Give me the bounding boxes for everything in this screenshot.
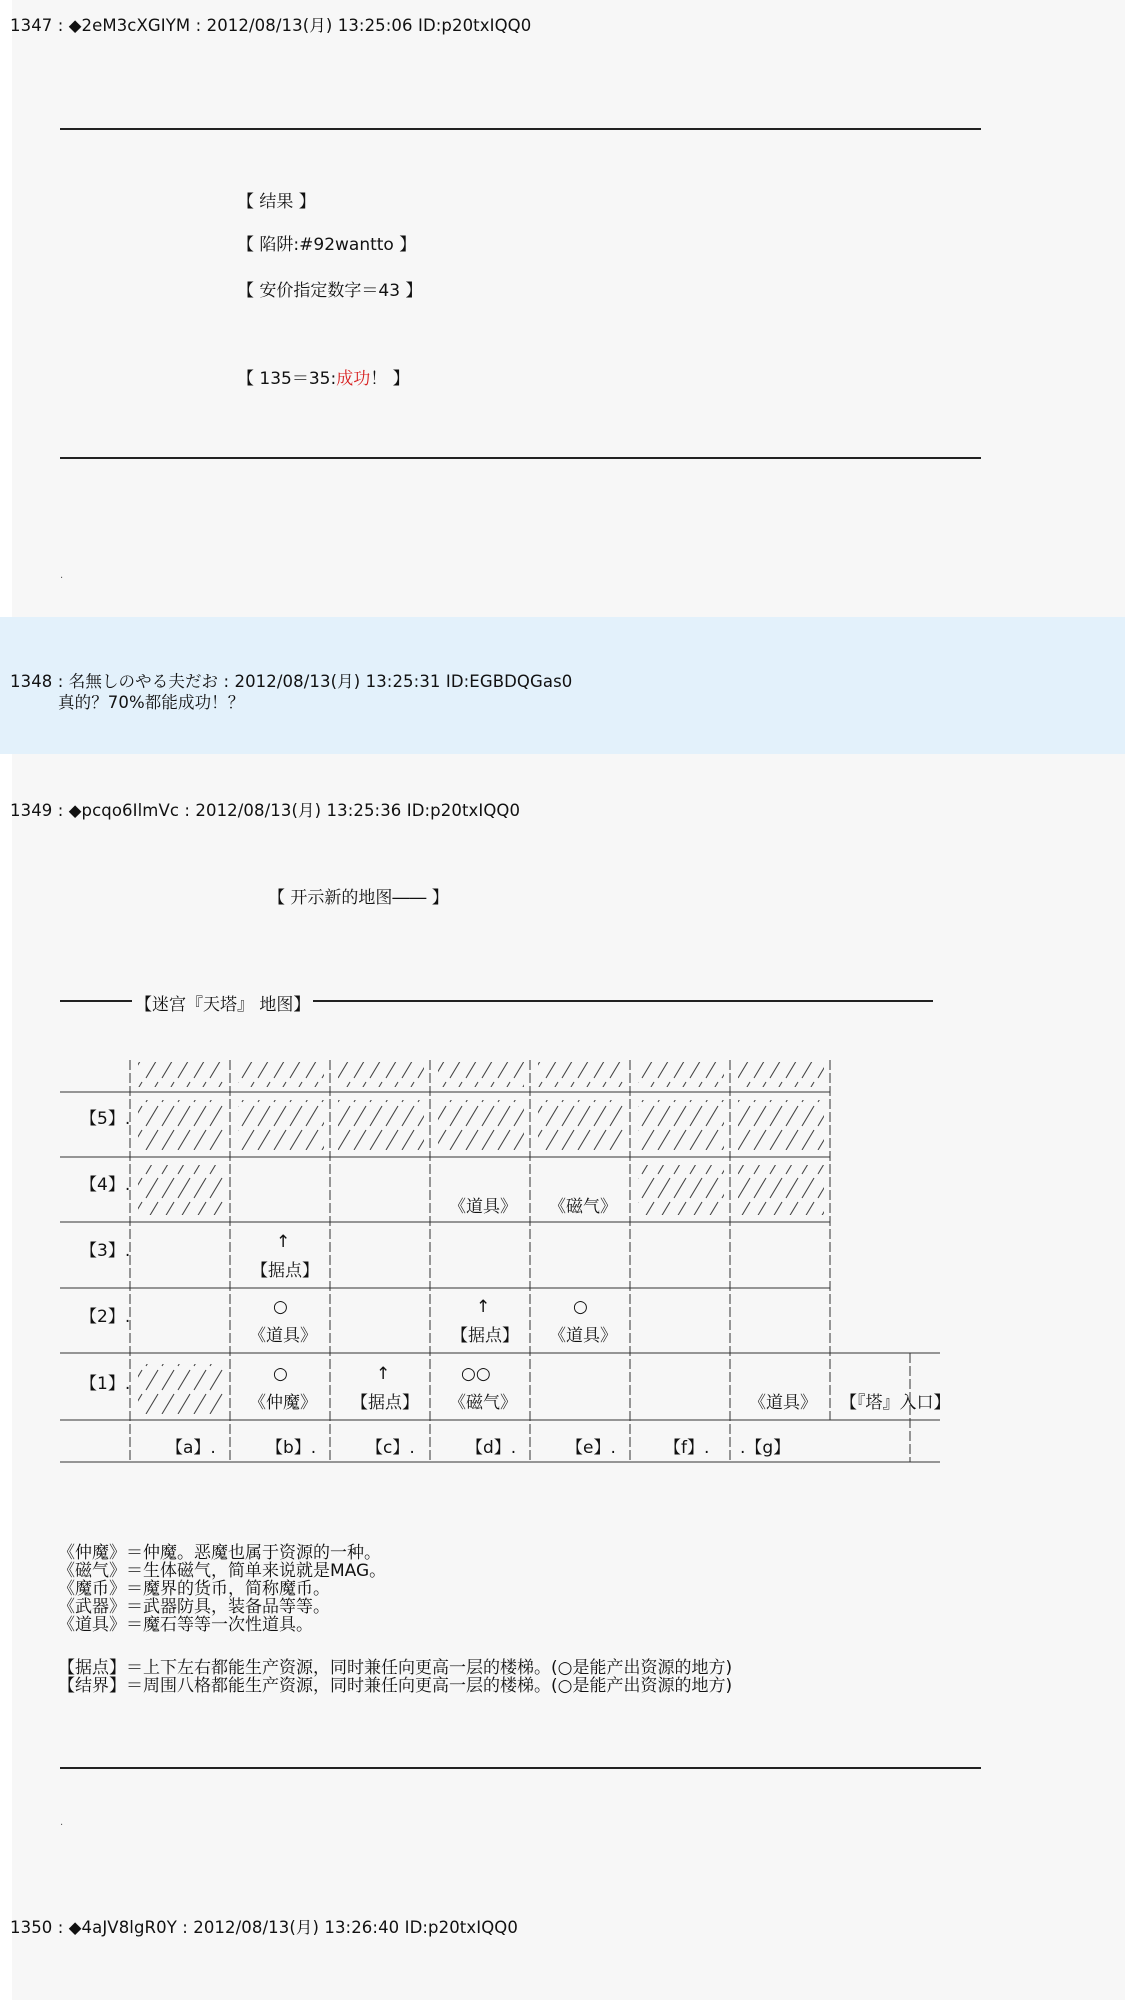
post-body-1348: 真的？70%都能成功！？ bbox=[58, 693, 245, 712]
legend-line: 《道具》＝魔石等等一次性道具。 bbox=[58, 1615, 313, 1635]
hatch-top-f bbox=[638, 1062, 724, 1087]
col-label-d: 【d】. bbox=[466, 1438, 517, 1458]
legend-base: 【据点】＝上下左右都能生产资源，同时兼任向更高一层的楼梯。(○是能产出资源的地方) bbox=[58, 1658, 733, 1678]
cell-1d-mag: 《磁气》 bbox=[449, 1393, 517, 1413]
map-title: 【迷宫『天塔』 地图】 bbox=[135, 995, 311, 1015]
cell-1c-arrow: ↑ bbox=[376, 1364, 391, 1384]
outcome-success: 成功 bbox=[336, 369, 371, 389]
cell-1c-base: 【据点】 bbox=[351, 1393, 419, 1413]
cell-1d-circles: ○○ bbox=[461, 1364, 491, 1384]
legend-line: 《武器》＝武器防具，装备品等等。 bbox=[58, 1597, 330, 1617]
cell-3b-base: 【据点】 bbox=[251, 1261, 319, 1281]
col-label-f: 【f】. bbox=[664, 1438, 710, 1458]
col-label-g: .【g】 bbox=[740, 1438, 791, 1458]
row-label-3: 【3】. bbox=[80, 1241, 131, 1261]
divider bbox=[60, 1767, 981, 1769]
tower-entrance: 【『塔』入口】 bbox=[840, 1393, 951, 1413]
hatch-top-a bbox=[138, 1062, 224, 1087]
cell-1g-item: 《道具》 bbox=[749, 1393, 817, 1413]
col-label-a: 【a】. bbox=[166, 1438, 216, 1458]
legend-line: 《磁气》＝生体磁气，简单来说就是MAG。 bbox=[58, 1561, 387, 1581]
map-intro: 【 开示新的地图―― 】 bbox=[268, 888, 449, 908]
dot-mark: . bbox=[60, 570, 64, 581]
cell-1b-circle: ○ bbox=[273, 1364, 288, 1384]
row-label-4: 【4】. bbox=[80, 1175, 131, 1195]
cell-2b-circle: ○ bbox=[273, 1297, 288, 1317]
result-trap: 【 陷阱:#92wantto 】 bbox=[237, 235, 417, 255]
result-number: 【 安价指定数字＝43 】 bbox=[237, 281, 423, 301]
hatch-top-d bbox=[438, 1062, 524, 1087]
outcome-suffix: ！ 】 bbox=[370, 369, 410, 389]
legend-line: 《仲魔》＝仲魔。恶魔也属于资源的一种。 bbox=[58, 1543, 381, 1563]
cell-4e-mag: 《磁气》 bbox=[549, 1197, 617, 1217]
hatch-top-e bbox=[538, 1062, 624, 1087]
legend-line: 《魔币》＝魔界的货币，简称魔币。 bbox=[58, 1579, 330, 1599]
col-label-e: 【e】. bbox=[566, 1438, 616, 1458]
col-label-c: 【c】. bbox=[366, 1438, 415, 1458]
row-label-5: 【5】. bbox=[80, 1109, 131, 1129]
cell-4d-item: 《道具》 bbox=[449, 1197, 517, 1217]
result-title: 【 结果 】 bbox=[237, 192, 316, 212]
post-header-1348: 1348 : 名無しのやる夫だお : 2012/08/13(月) 13:25:31 ID:EGBDQGas0 bbox=[10, 672, 573, 691]
post-header-1347: 1347 : ◆2eM3cXGIYM : 2012/08/13(月) 13:25:06 ID:p20txIQQ0 bbox=[10, 16, 532, 35]
row-label-2: 【2】. bbox=[80, 1307, 131, 1327]
cell-3b-arrow: ↑ bbox=[276, 1232, 291, 1252]
hatch-top-c bbox=[338, 1062, 424, 1087]
hatch-top-g bbox=[738, 1062, 824, 1087]
outcome-prefix: 【 135＝35: bbox=[237, 369, 337, 389]
hatch-top-b bbox=[238, 1062, 324, 1087]
cell-2d-base: 【据点】 bbox=[451, 1326, 519, 1346]
cell-2b-item: 《道具》 bbox=[249, 1326, 317, 1346]
cell-1b-demon: 《仲魔》 bbox=[249, 1393, 317, 1413]
cell-2d-arrow: ↑ bbox=[476, 1297, 491, 1317]
cell-2e-circle: ○ bbox=[573, 1297, 588, 1317]
post-header-1349: 1349 : ◆pcqo6IlmVc : 2012/08/13(月) 13:25:36 ID:p20txIQQ0 bbox=[10, 801, 521, 820]
row-label-1: 【1】. bbox=[80, 1374, 131, 1394]
dot-mark: . bbox=[60, 1817, 64, 1828]
legend-barrier: 【结界】＝周围八格都能生产资源，同时兼任向更高一层的楼梯。(○是能产出资源的地方) bbox=[58, 1676, 733, 1696]
col-label-b: 【b】. bbox=[266, 1438, 317, 1458]
post-header-1350: 1350 : ◆4aJV8lgR0Y : 2012/08/13(月) 13:26:40 ID:p20txIQQ0 bbox=[10, 1918, 518, 1937]
cell-2e-item: 《道具》 bbox=[549, 1326, 617, 1346]
